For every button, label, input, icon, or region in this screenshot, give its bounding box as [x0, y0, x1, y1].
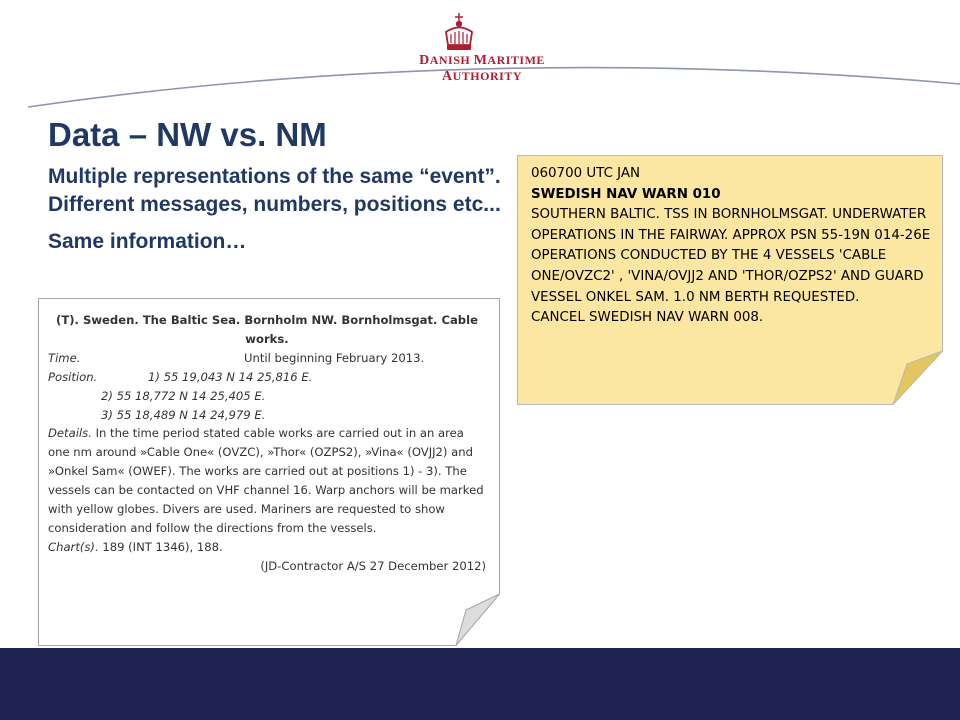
nm-charts-label: Chart(s). [48, 539, 99, 554]
nm-source: (JD-Contractor A/S 27 December 2012) [260, 558, 486, 573]
nm-heading: (T). Sweden. The Baltic Sea. Bornholm NW. Bornholmsgat. Cable works. [56, 313, 478, 346]
nm-position-3: 3) 55 18,489 N 14 24,979 E. [101, 407, 266, 422]
bullet-list [48, 163, 508, 256]
navigational-warning [531, 164, 941, 329]
nm-charts-value: 189 (INT 1346), 188. [102, 539, 223, 554]
nm-position-1: 1) 55 19,043 N 14 25,816 E. [148, 369, 313, 384]
header [0, 0, 960, 110]
nw-body: SOUTHERN BALTIC. TSS IN BORNHOLMSGAT. UNDERWATER OPERATIONS IN THE FAIRWAY. APPROX PSN 55-19N 014-26E OPERATIONS CONDUCTED BY THE 4 VESSELS 'CABLE ONE/OVZC2' , 'VINA/OVJJ2 AND 'THOR/OZPS2' AND GUARD VESSEL ONKEL SAM. 1.0 NM BERTH REQUESTED. [531, 207, 931, 305]
nw-cancel: CANCEL SWEDISH NAV WARN 008. [531, 310, 764, 326]
bullet-item: Multiple representations of the same “event”. Different messages, numbers, positions etc... [48, 165, 501, 216]
header-arc [0, 60, 960, 120]
nm-charts [48, 538, 486, 557]
notice-to-mariners [48, 311, 486, 576]
brand-name: DANISH MARITIME AUTHORITY [419, 53, 545, 84]
crown-logo-icon [437, 12, 481, 56]
nm-details-text: In the time period stated cable works are carried out in an area one nm around »Cable One« (OVZC), »Thor« (OZPS2), »Vina« (OVJJ2) and »Onkel Sam« (OWEF). The works are carried out at positions 1) - 3). The vessels can be contacted on VHF channel 16. Warp anchors will be marked with yellow globes. Divers are used. Mariners are requested to show consideration and follow the directions from the vessels. [48, 426, 484, 535]
nm-time-value: Until beginning February 2013. [244, 350, 425, 365]
nw-dtg: 060700 UTC JAN [531, 166, 641, 181]
nm-position-2: 2) 55 18,772 N 14 25,405 E. [101, 388, 266, 403]
nm-time [48, 349, 486, 368]
nm-details [48, 424, 486, 537]
nm-position-label: Position. [48, 369, 98, 384]
slide-title: Data – NW vs. NM [48, 116, 327, 153]
nm-position [48, 368, 486, 387]
footer-band [0, 648, 960, 720]
nw-id: SWEDISH NAV WARN 010 [531, 186, 721, 202]
nm-time-label: Time. [48, 350, 81, 365]
nm-details-label: Details. [48, 426, 92, 441]
bullet-item: Same information… [48, 230, 247, 253]
